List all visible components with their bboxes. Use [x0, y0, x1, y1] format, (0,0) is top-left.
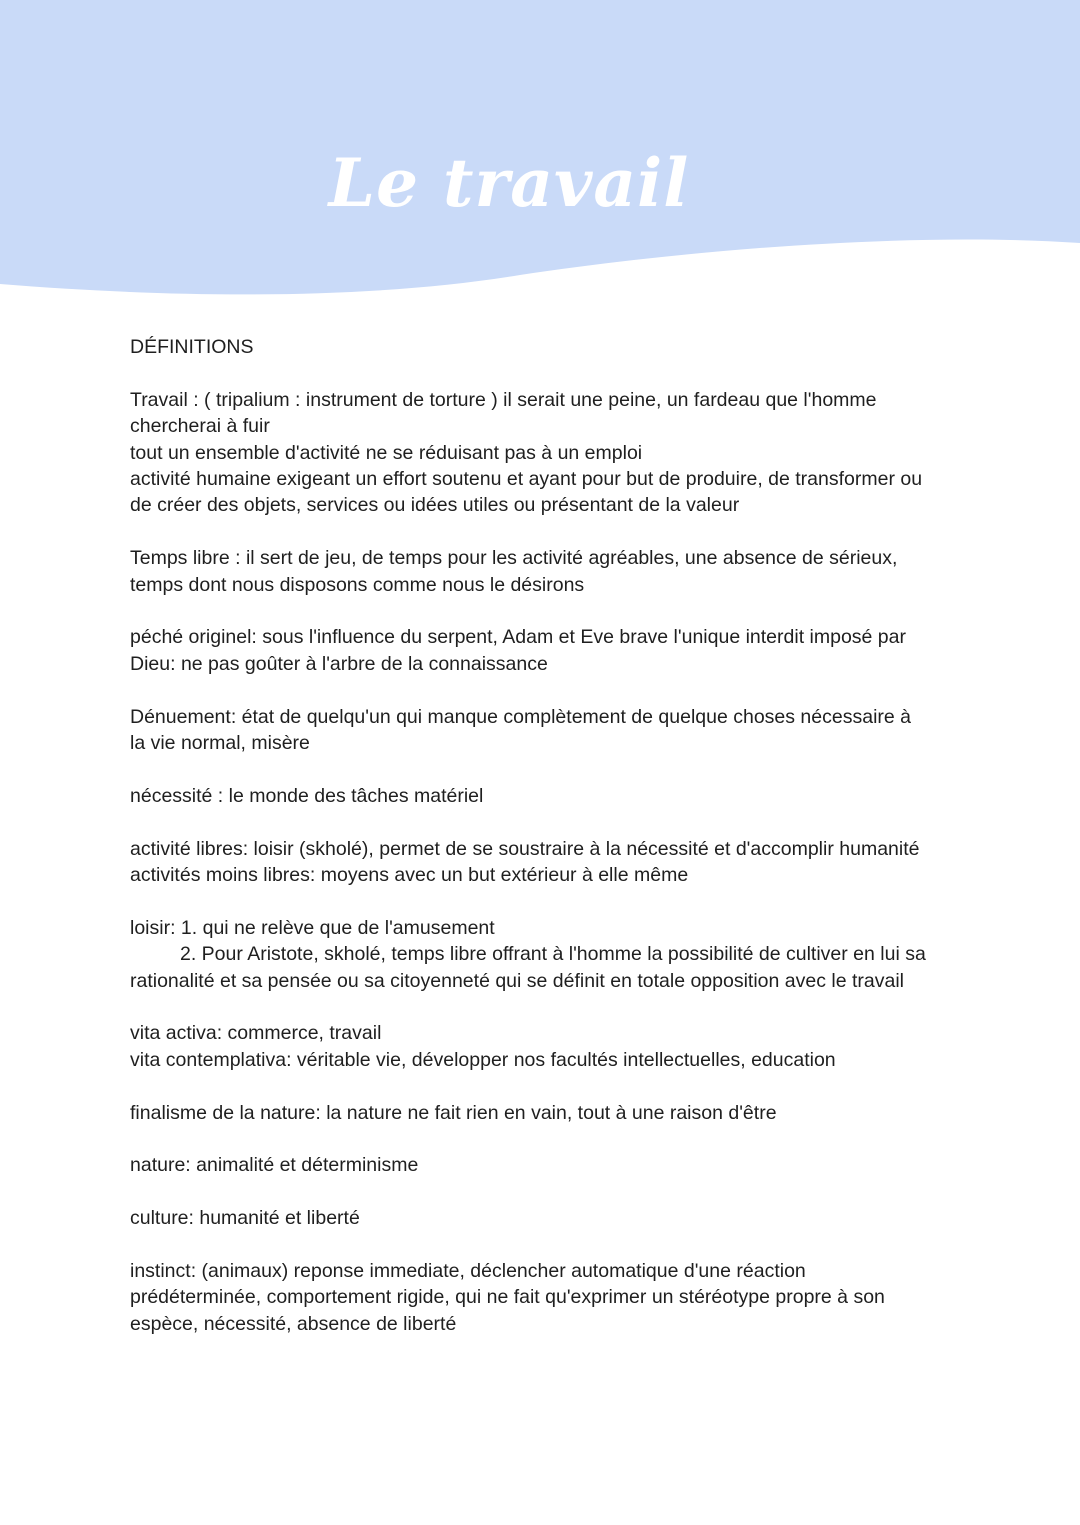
definition-line: nécessité : le monde des tâches matériel	[130, 784, 484, 807]
definition-line: péché originel: sous l'influence du serpent, Adam et Eve brave l'unique interdit imposé par	[130, 626, 906, 649]
definition-line: de créer des objets, services ou idées utiles ou présentant de la valeur	[130, 494, 740, 517]
definition-line: nature: animalité et déterminisme	[130, 1154, 419, 1177]
definition-necessite	[130, 783, 960, 809]
definition-line: activités moins libres: moyens avec un but extérieur à elle même	[130, 864, 689, 887]
definition-line: activité humaine exigeant un effort soutenu et ayant pour but de produire, de transformer ou	[130, 468, 923, 491]
definition-line: chercherai à fuir	[130, 415, 270, 438]
definition-line: vita activa: commerce, travail	[130, 1022, 382, 1045]
definition-line: vita contemplativa: véritable vie, développer nos facultés intellectuelles, education	[130, 1048, 836, 1071]
definition-line-indented: 2. Pour Aristote, skholé, temps libre offrant à l'homme la possibilité de cultiver en lui sa	[180, 943, 926, 966]
definition-line: prédéterminée, comportement rigide, qui ne fait qu'exprimer un stéréotype propre à son	[130, 1286, 885, 1309]
document-body	[130, 334, 960, 1364]
definition-line: instinct: (animaux) reponse immediate, déclencher automatique d'une réaction	[130, 1260, 806, 1283]
definition-line: loisir: 1. qui ne relève que de l'amusement	[130, 916, 495, 939]
definition-temps-libre	[130, 545, 960, 598]
definition-line: Travail : ( tripalium : instrument de torture ) il serait une peine, un fardeau que l'homme	[130, 388, 877, 411]
definition-nature	[130, 1152, 960, 1178]
definition-culture	[130, 1205, 960, 1231]
definition-denuement	[130, 704, 960, 757]
section-heading: DÉFINITIONS	[130, 336, 254, 358]
definition-line: activité libres: loisir (skholé), permet de se soustraire à la nécessité et d'accomplir humanité	[130, 837, 920, 860]
definition-line: culture: humanité et liberté	[130, 1207, 360, 1230]
definition-line: espèce, nécessité, absence de liberté	[130, 1312, 457, 1335]
definition-activite-libres	[130, 836, 960, 889]
page-title: Le travail	[328, 144, 690, 222]
definition-line: Dieu: ne pas goûter à l'arbre de la connaissance	[130, 652, 548, 675]
definition-line: Temps libre : il sert de jeu, de temps pour les activité agréables, une absence de sérieux,	[130, 547, 898, 570]
definition-line: finalisme de la nature: la nature ne fait rien en vain, tout à une raison d'être	[130, 1101, 777, 1124]
definition-line: rationalité et sa pensée ou sa citoyenneté qui se définit en totale opposition avec le travail	[130, 969, 905, 992]
definition-line: la vie normal, misère	[130, 732, 310, 755]
definition-travail	[130, 387, 960, 519]
definition-loisir	[130, 915, 960, 994]
definition-instinct	[130, 1258, 960, 1337]
definition-line: Dénuement: état de quelqu'un qui manque complètement de quelque choses nécessaire à	[130, 705, 911, 728]
definition-peche-originel	[130, 624, 960, 677]
definition-finalisme	[130, 1100, 960, 1126]
definition-line: temps dont nous disposons comme nous le désirons	[130, 573, 585, 596]
definition-vita-activa	[130, 1020, 960, 1073]
definition-line: tout un ensemble d'activité ne se réduisant pas à un emploi	[130, 441, 643, 464]
